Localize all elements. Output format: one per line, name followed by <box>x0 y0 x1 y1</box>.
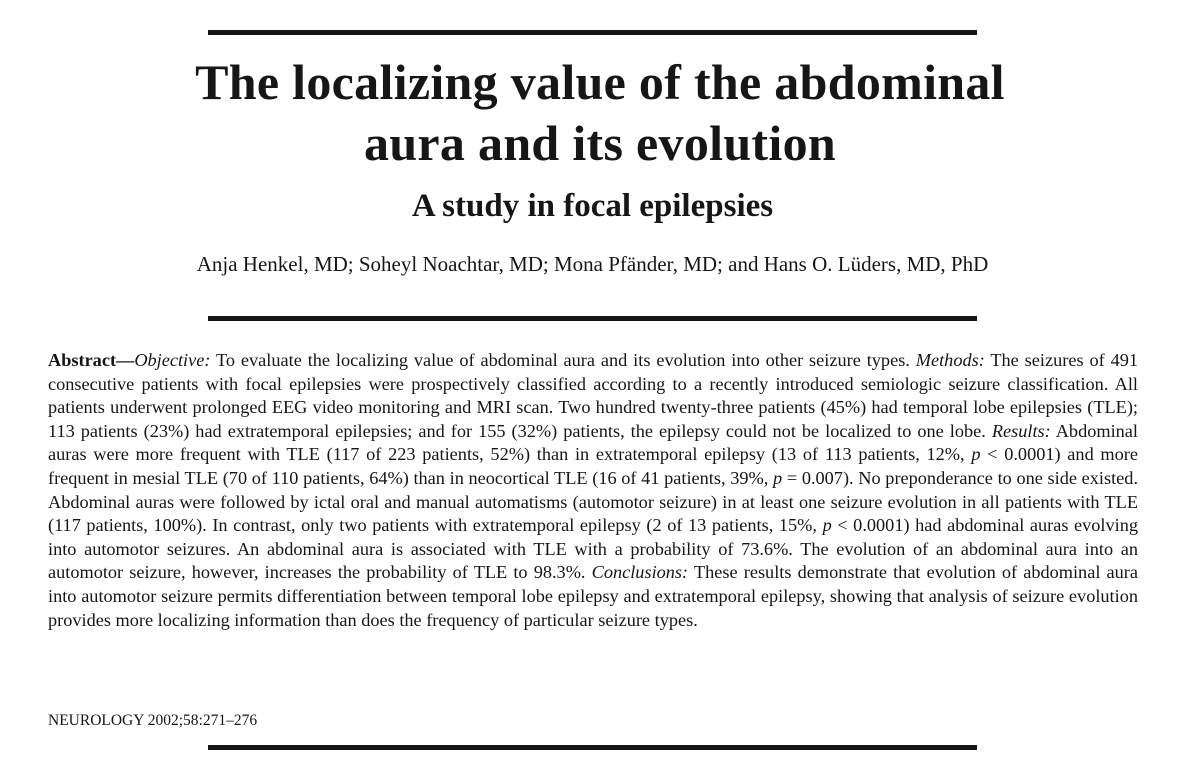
methods-text: The seizures of 491 consecutive patients with focal epilepsies were prospectively classified according to a recently introduced semiologic seizure classification. All patients underwent prolonged EEG video monitoring and MRI scan. Two hundred twenty-three patients (45%) had temporal lobe epilepsies (TLE); 113 patients (23%) had extratemporal epilepsies; and for 155 (32%) patients, the epilepsy could not be localized to one lobe. <box>48 350 1138 441</box>
results-text-1: Abdominal auras were more frequent with TLE (117 of 223 patients, 52%) than in extratemporal epilepsy (13 of 113 patients, 12%, <box>48 420 1138 465</box>
results-text-3: = 0.007). No preponderance to one side existed. Abdominal auras were followed by ictal oral and manual automatisms (automotor seizure) in at least one seizure evolution in all patients with TLE (117 patients, 100%). In contrast, only two patients with extratemporal epilepsy (2 of 13 patients, 15%, <box>48 467 1139 536</box>
p-symbol: p <box>773 467 783 488</box>
journal-citation: NEUROLOGY 2002;58:271–276 <box>48 712 258 729</box>
article-title <box>60 52 1140 174</box>
p-symbol: p <box>971 444 981 465</box>
methods-label: Methods: <box>915 350 985 370</box>
author-list: Anja Henkel, MD; Soheyl Noachtar, MD; Mona Pfänder, MD; and Hans O. Lüders, MD, PhD <box>196 252 989 276</box>
abstract-heading: Abstract— <box>48 350 135 370</box>
objective-label: Objective: <box>134 350 211 370</box>
p-symbol: p <box>822 515 832 536</box>
results-label: Results: <box>991 420 1051 441</box>
conclusions-label: Conclusions: <box>591 562 689 583</box>
middle-rule <box>208 316 977 321</box>
conclusions-text: These results demonstrate that evolution of abdominal aura into automotor seizure permits differentiation between temporal lobe epilepsy and extratemporal epilepsy, showing that analysis of seizure evolution provides more localizing information than does the frequency of particular seizure types. <box>48 562 1138 630</box>
title-line-1: The localizing value of the abdominal <box>195 54 1005 110</box>
abstract <box>48 349 1138 632</box>
article-subtitle: A study in focal epilepsies <box>411 188 774 224</box>
results-text-4: < 0.0001) had abdominal auras evolving into automotor seizures. An abdominal aura is associated with TLE with a probability of 73.6%. The evolution of an abdominal aura into an automotor seizure, however, increases the probability of TLE to 98.3%. <box>48 515 1138 583</box>
title-line-2: aura and its evolution <box>364 115 836 171</box>
top-rule <box>208 30 977 35</box>
results-text-2: < 0.0001) and more frequent in mesial TLE (70 of 110 patients, 64%) than in neocortical TLE (16 of 41 patients, 39%, <box>48 444 1138 488</box>
bottom-rule <box>208 745 977 750</box>
objective-text: To evaluate the localizing value of abdominal aura and its evolution into other seizure types. <box>210 350 916 370</box>
